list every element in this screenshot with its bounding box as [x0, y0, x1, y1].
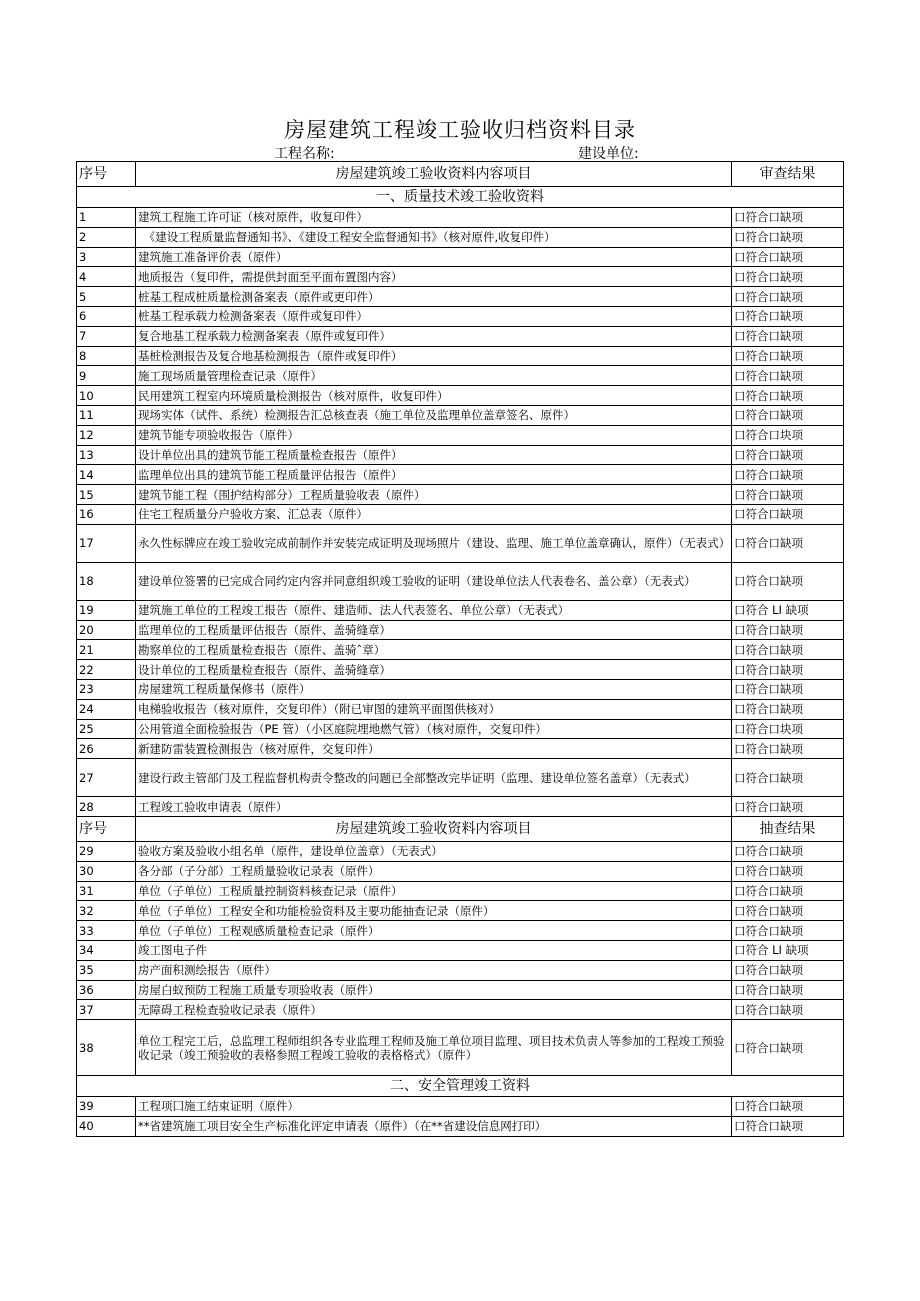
table-row — [77, 465, 844, 485]
row-result: 口符合口缺项 — [732, 287, 844, 307]
row-result: 口符合口缺项 — [732, 861, 844, 881]
row-number: 1 — [77, 208, 136, 228]
row-result: 口符合口缺项 — [732, 901, 844, 921]
row-number: 3 — [77, 247, 136, 267]
table-row — [77, 921, 844, 941]
table-row — [77, 797, 844, 817]
row-result: 口符合口缺项 — [732, 227, 844, 247]
table-row — [77, 600, 844, 620]
row-item: 房屋白蚁预防工程施工质量专项验收表（原件） — [136, 980, 732, 1000]
row-number: 36 — [77, 980, 136, 1000]
table-row — [77, 739, 844, 759]
row-item: 房屋建筑工程质量保修书（原件） — [136, 679, 732, 699]
row-number: 32 — [77, 901, 136, 921]
row-item: 工程竣工验收申请表（原件） — [136, 797, 732, 817]
row-result: 口符合口缺项 — [732, 660, 844, 680]
row-item: 建筑施工准备评价表（原件） — [136, 247, 732, 267]
row-number: 16 — [77, 504, 136, 524]
section-title: 一、质量技术竣工验收资料 — [77, 187, 844, 208]
row-result: 口符合口缺项 — [732, 306, 844, 326]
row-item: 各分部（子分部）工程质量验收记录表（原件） — [136, 861, 732, 881]
page-title: 房屋建筑工程竣工验收归档资料目录 — [284, 118, 636, 142]
row-result: 口符合口缺项 — [732, 524, 844, 562]
table-row — [77, 287, 844, 307]
table-row — [77, 562, 844, 600]
row-number: 18 — [77, 562, 136, 600]
row-item: 建筑施工单位的工程竣工报告（原件、建造师、法人代表签名、单位公章）（无表式） — [136, 600, 732, 620]
row-result: 口符合 LI 缺项 — [732, 600, 844, 620]
row-result: 口符合口缺项 — [732, 1097, 844, 1117]
table-row — [77, 306, 844, 326]
row-result: 口符合口缺项 — [732, 759, 844, 797]
row-result: 口符合口缺项 — [732, 679, 844, 699]
row-item: 现场实体（试件、系统）检测报告汇总核查表（施工单位及监理单位盖章签名、原件） — [136, 405, 732, 425]
row-number: 20 — [77, 620, 136, 640]
row-item: 设计单位的工程质量检查报告（原件、盖骑缝章） — [136, 660, 732, 680]
header-item: 房屋建筑竣工验收资料内容项目 — [136, 816, 732, 841]
table-row — [77, 485, 844, 505]
row-number: 27 — [77, 759, 136, 797]
table-row — [77, 719, 844, 739]
row-number: 31 — [77, 881, 136, 901]
table-row — [77, 425, 844, 445]
row-item: 住宅工程质量分户验收方案、汇总表（原件） — [136, 504, 732, 524]
row-result: 口符合口缺项 — [732, 208, 844, 228]
row-item: 建设单位签署的已完成合同约定内容并同意组织竣工验收的证明（建设单位法人代表卷名、盖公章）（无表式） — [136, 562, 732, 600]
table-row — [77, 445, 844, 465]
row-item: 房产面积测绘报告（原件） — [136, 960, 732, 980]
row-number: 8 — [77, 346, 136, 366]
row-item: 勘察单位的工程质量检查报告（原件、盖骑ˆ章） — [136, 640, 732, 660]
row-item: **省建筑施工项目安全生产标准化评定申请表（原件）（在**省建设信息网打印） — [136, 1116, 732, 1136]
row-item: 永久性标牌应在竣工验收完成前制作并安装完成证明及现场照片（建设、监理、施工单位盖章确认，原件）（无表式） — [136, 524, 732, 562]
row-number: 4 — [77, 267, 136, 287]
table-row — [77, 386, 844, 406]
row-item: 单位（子单位）工程质量控制资料核查记录（原件） — [136, 881, 732, 901]
row-item: 建筑节能工程（围护结构部分）工程质量验收表（原件） — [136, 485, 732, 505]
row-result: 口符合口缺项 — [732, 465, 844, 485]
table-row — [77, 940, 844, 960]
row-result: 口符合口缺项 — [732, 445, 844, 465]
row-number: 25 — [77, 719, 136, 739]
row-item: 复合地基工程承载力检测备案表（原件或复印件） — [136, 326, 732, 346]
row-result: 口符合口缺项 — [732, 841, 844, 861]
row-number: 10 — [77, 386, 136, 406]
row-number: 9 — [77, 366, 136, 386]
row-number: 35 — [77, 960, 136, 980]
archive-catalog-table — [76, 161, 844, 1137]
row-result: 口符合 LI 缺项 — [732, 940, 844, 960]
row-item: 民用建筑工程室内环境质量检测报告（核对原件，收复印件） — [136, 386, 732, 406]
row-item: 桩基工程承载力检测备案表（原件或复印件） — [136, 306, 732, 326]
header-number: 序号 — [77, 162, 136, 187]
table-row — [77, 901, 844, 921]
table-row — [77, 504, 844, 524]
row-result: 口符合口缺项 — [732, 485, 844, 505]
row-number: 37 — [77, 1000, 136, 1020]
row-result: 口符合口缺项 — [732, 267, 844, 287]
row-result: 口符合口缺项 — [732, 386, 844, 406]
table-row — [77, 960, 844, 980]
row-number: 5 — [77, 287, 136, 307]
table-row — [77, 326, 844, 346]
row-result: 口符合口缺项 — [732, 504, 844, 524]
row-number: 26 — [77, 739, 136, 759]
row-result: 口符合口块项 — [732, 719, 844, 739]
row-item: 竣工图电子件 — [136, 940, 732, 960]
row-number: 21 — [77, 640, 136, 660]
table-header-row — [77, 816, 844, 841]
row-result: 口符合口缺项 — [732, 405, 844, 425]
row-item: 工程项囗施工结束证明（原件） — [136, 1097, 732, 1117]
row-number: 29 — [77, 841, 136, 861]
row-result: 口符合口缺项 — [732, 1020, 844, 1076]
table-row — [77, 841, 844, 861]
row-item: 电梯验收报告（核对原件，交复印件）（附已审图的建筑平面图供核对） — [136, 699, 732, 719]
table-row — [77, 699, 844, 719]
row-result: 口符合口缺项 — [732, 699, 844, 719]
row-item: 单位工程完工后，总监理工程师组织各专业监理工程师及施工单位项目监理、项目技术负责人等参加的工程竣工预验收记录（竣工预验收的表格参照工程竣工验收的表格格式）（原件） — [136, 1020, 732, 1076]
row-number: 2 — [77, 227, 136, 247]
row-result: 口符合口缺项 — [732, 326, 844, 346]
table-row — [77, 759, 844, 797]
table-row — [77, 405, 844, 425]
row-result: 口符合口块项 — [732, 425, 844, 445]
row-result: 口符合口缺项 — [732, 881, 844, 901]
row-result: 口符合口缺项 — [732, 1116, 844, 1136]
row-number: 38 — [77, 1020, 136, 1076]
table-row — [77, 660, 844, 680]
table-row — [77, 227, 844, 247]
table-row — [77, 524, 844, 562]
build-unit-label: 建设单位: — [578, 146, 639, 162]
row-item: 验收方案及验收小组名单（原件，建设单位盖章）（无表式） — [136, 841, 732, 861]
row-item: 建筑工程施工许可证（核对原件，收复印件） — [136, 208, 732, 228]
table-row — [77, 267, 844, 287]
row-result: 口符合口缺项 — [732, 562, 844, 600]
row-result: 口符合口缺项 — [732, 346, 844, 366]
row-item: 监理单位的工程质量评估报告（原件、盖骑缝章） — [136, 620, 732, 640]
row-number: 39 — [77, 1097, 136, 1117]
section-row — [77, 187, 844, 208]
section-title: 二、安全管理竣工资料 — [77, 1076, 844, 1097]
table-row — [77, 881, 844, 901]
row-item: 单位（子单位）工程安全和功能检验资料及主要功能抽查记录（原件） — [136, 901, 732, 921]
project-name-label: 工程名称: — [274, 146, 335, 162]
row-number: 34 — [77, 940, 136, 960]
row-item: 桩基工程成桩质量检测备案表（原件或更印件） — [136, 287, 732, 307]
row-item: 基桩检测报告及复合地基检测报告（原件或复印件） — [136, 346, 732, 366]
row-number: 17 — [77, 524, 136, 562]
row-number: 14 — [77, 465, 136, 485]
row-item: 施工现场质量管理检查记录（原件） — [136, 366, 732, 386]
row-result: 口符合口缺项 — [732, 980, 844, 1000]
table-header-row — [77, 162, 844, 187]
row-number: 30 — [77, 861, 136, 881]
row-result: 口符合口缺项 — [732, 1000, 844, 1020]
row-number: 19 — [77, 600, 136, 620]
row-item: 无障碍工程检查验收记录表（原件） — [136, 1000, 732, 1020]
row-result: 口符合口缺项 — [732, 366, 844, 386]
row-item: 建筑节能专项验收报告（原件） — [136, 425, 732, 445]
row-result: 口符合口缺项 — [732, 960, 844, 980]
header-number: 序号 — [77, 816, 136, 841]
row-number: 40 — [77, 1116, 136, 1136]
table-row — [77, 980, 844, 1000]
header-result: 审查结果 — [732, 162, 844, 187]
row-item: 新建防雷装置检测报告（核对原件，交复印件） — [136, 739, 732, 759]
row-result: 口符合口缺项 — [732, 640, 844, 660]
row-number: 22 — [77, 660, 136, 680]
table-row — [77, 346, 844, 366]
row-number: 15 — [77, 485, 136, 505]
row-item: 地质报告（复印件，需提供封面至平面布置图内容） — [136, 267, 732, 287]
table-row — [77, 366, 844, 386]
table-row — [77, 1097, 844, 1117]
row-number: 6 — [77, 306, 136, 326]
row-number: 7 — [77, 326, 136, 346]
row-result: 口符合口缺项 — [732, 620, 844, 640]
row-result: 口符合口缺项 — [732, 921, 844, 941]
table-row — [77, 208, 844, 228]
row-item: 单位（子单位）工程观感质量检查记录（原件） — [136, 921, 732, 941]
header-item: 房屋建筑竣工验收资料内容项目 — [136, 162, 732, 187]
row-result: 口符合口缺项 — [732, 797, 844, 817]
table-row — [77, 1020, 844, 1076]
row-item: 设计单位出具的建筑节能工程质量检查报告（原件） — [136, 445, 732, 465]
row-number: 24 — [77, 699, 136, 719]
row-item: 《建设工程质量监督通知书》、《建设工程安全监督通知书》（核对原件,收复印件） — [136, 227, 732, 247]
table-row — [77, 1116, 844, 1136]
row-number: 23 — [77, 679, 136, 699]
row-number: 13 — [77, 445, 136, 465]
table-row — [77, 640, 844, 660]
table-row — [77, 679, 844, 699]
row-number: 12 — [77, 425, 136, 445]
table-row — [77, 861, 844, 881]
header-result: 抽查结果 — [732, 816, 844, 841]
row-item: 监理单位出具的建筑节能工程质量评估报告（原件） — [136, 465, 732, 485]
row-number: 33 — [77, 921, 136, 941]
table-row — [77, 620, 844, 640]
row-number: 11 — [77, 405, 136, 425]
row-number: 28 — [77, 797, 136, 817]
table-row — [77, 1000, 844, 1020]
table-row — [77, 247, 844, 267]
row-result: 口符合口缺项 — [732, 247, 844, 267]
row-result: 口符合口缺项 — [732, 739, 844, 759]
section-row — [77, 1076, 844, 1097]
row-item: 公用管道全面检验报告（PE 管）（小区庭院埋地燃气管）（核对原件，交复印件） — [136, 719, 732, 739]
row-item: 建设行政主管部门及工程监督机构责令整改的问题已全部整改完毕证明（监理、建设单位签名盖章）（无表式） — [136, 759, 732, 797]
